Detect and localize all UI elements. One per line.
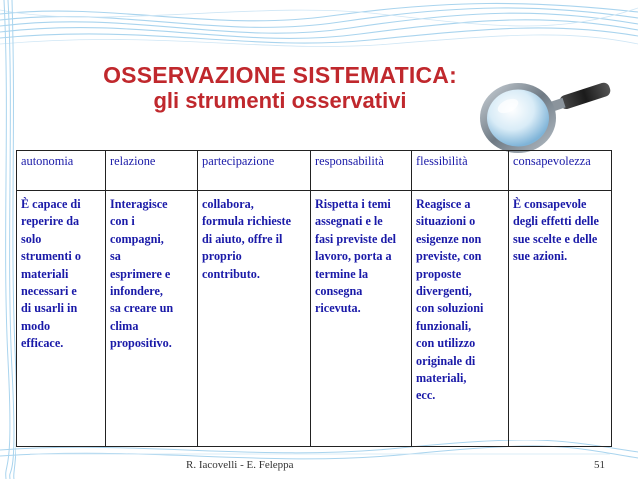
table-header-cell: responsabilità <box>311 151 412 191</box>
table-cell: collabora, formula richieste di aiuto, offre il proprio contributo. <box>198 191 311 447</box>
table-row <box>17 191 612 447</box>
table-header-cell: relazione <box>106 151 198 191</box>
table-header-cell: partecipazione <box>198 151 311 191</box>
top-wave-decoration <box>0 0 638 55</box>
title-line-2: gli strumenti osservativi <box>153 88 407 114</box>
left-wave-decoration <box>0 0 16 479</box>
table-header-cell: consapevolezza <box>509 151 612 191</box>
table-cell: Reagisce a situazioni o esigenze non previste, con proposte divergenti, con soluzioni funzionali, con utilizzo originale di materiali, ecc. <box>412 191 509 447</box>
table-cell: Rispetta i temi assegnati e le fasi previste del lavoro, porta a termine la consegna ricevuta. <box>311 191 412 447</box>
table-cell: È capace di reperire da solo strumenti o materiali necessari e di usarli in modo efficace. <box>17 191 106 447</box>
table-header-cell: flessibilità <box>412 151 509 191</box>
table-header-cell: autonomia <box>17 151 106 191</box>
page-number: 51 <box>594 459 605 471</box>
slide-title <box>60 62 500 114</box>
table-cell: Interagisce con i compagni, sa esprimere e infondere, sa creare un clima propositivo. <box>106 191 198 447</box>
table-header-row <box>17 151 612 191</box>
footer-author: R. Iacovelli - E. Feleppa <box>186 459 294 471</box>
table-cell: È consapevole degli effetti delle sue scelte e delle sue azioni. <box>509 191 612 447</box>
title-line-1: OSSERVAZIONE SISTEMATICA: <box>103 62 457 88</box>
observation-table <box>16 150 612 447</box>
